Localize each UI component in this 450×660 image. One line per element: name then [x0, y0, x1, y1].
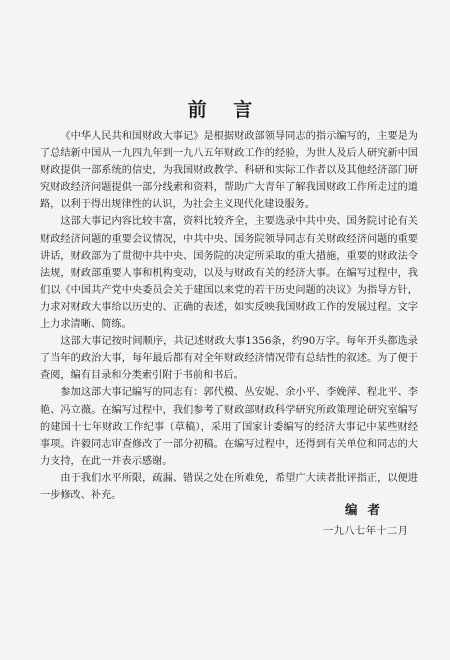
paragraph-2: 这部大事记内容比较丰富，资料比较齐全，主要选录中共中央、国务院讨论有关财政经济问题的重要会议情况，中共中央、国务院领导同志有关财政经济问题的重要讲话，财政部为了贯彻中共中央、国务院的决定所采取的重大措施，重要的财政法令法规，财政部重要人事和机构变动，以及与财政有关的经济大事。在编写过程中，我们以《中国共产党中央委员会关于建国以来党的若干历史问题的决议》为指导方针，力求对财政大事给以历史的、正确的表述，如实反映我国财政工作的发展过程。文字上力求清晰、简练。	[40, 216, 418, 331]
signature-date: 一九八七年十二月	[323, 526, 409, 537]
signature: 编者	[345, 502, 391, 517]
page-title: 前 言	[187, 99, 263, 121]
paragraph-3: 这部大事记按时间顺序，共记述财政大事1356条，约90万字。每年开头都选录了当年的政治大事，每年最后都有对全年财政经济情况带有总结性的叙述。为了便于查阅，编有目录和分类索引附于书前和书后。	[40, 336, 418, 382]
document-body	[40, 128, 418, 504]
paragraph-5: 由于我们水平所限，疏漏、错误之处在所难免，希望广大读者批评指正，以便进一步修改、补充。	[40, 472, 418, 501]
paragraph-4: 参加这部大事记编写的同志有：郭代模、丛安妮、余小平、李娩萍、程北平、李艳、冯立薇。在编写过程中，我们参考了财政部财政科学研究所政策理论研究室编写的建国十七年财政工作纪事（草稿），采用了国家计委编写的经济大事记中某些财经事项。许毅同志审查修改了一部分初稿。在编写过程中，还得到有关单位和同志的大力支持，在此一并表示感谢。	[40, 387, 418, 467]
paragraph-1: 《中华人民共和国财政大事记》是根据财政部领导同志的指示编写的，主要是为了总结新中国从一九四九年到一九八五年财政工作的经验，为世人及后人研究新中国财政提供一部系统的信史，为我国财政教学、科研和实际工作者以及其他经济部门研究财政经济问题提供一部分线索和资料，帮助广大青年了解我国财政工作所走过的道路，以利于得出规律性的认识，为社会主义现代化建设服务。	[40, 131, 418, 211]
